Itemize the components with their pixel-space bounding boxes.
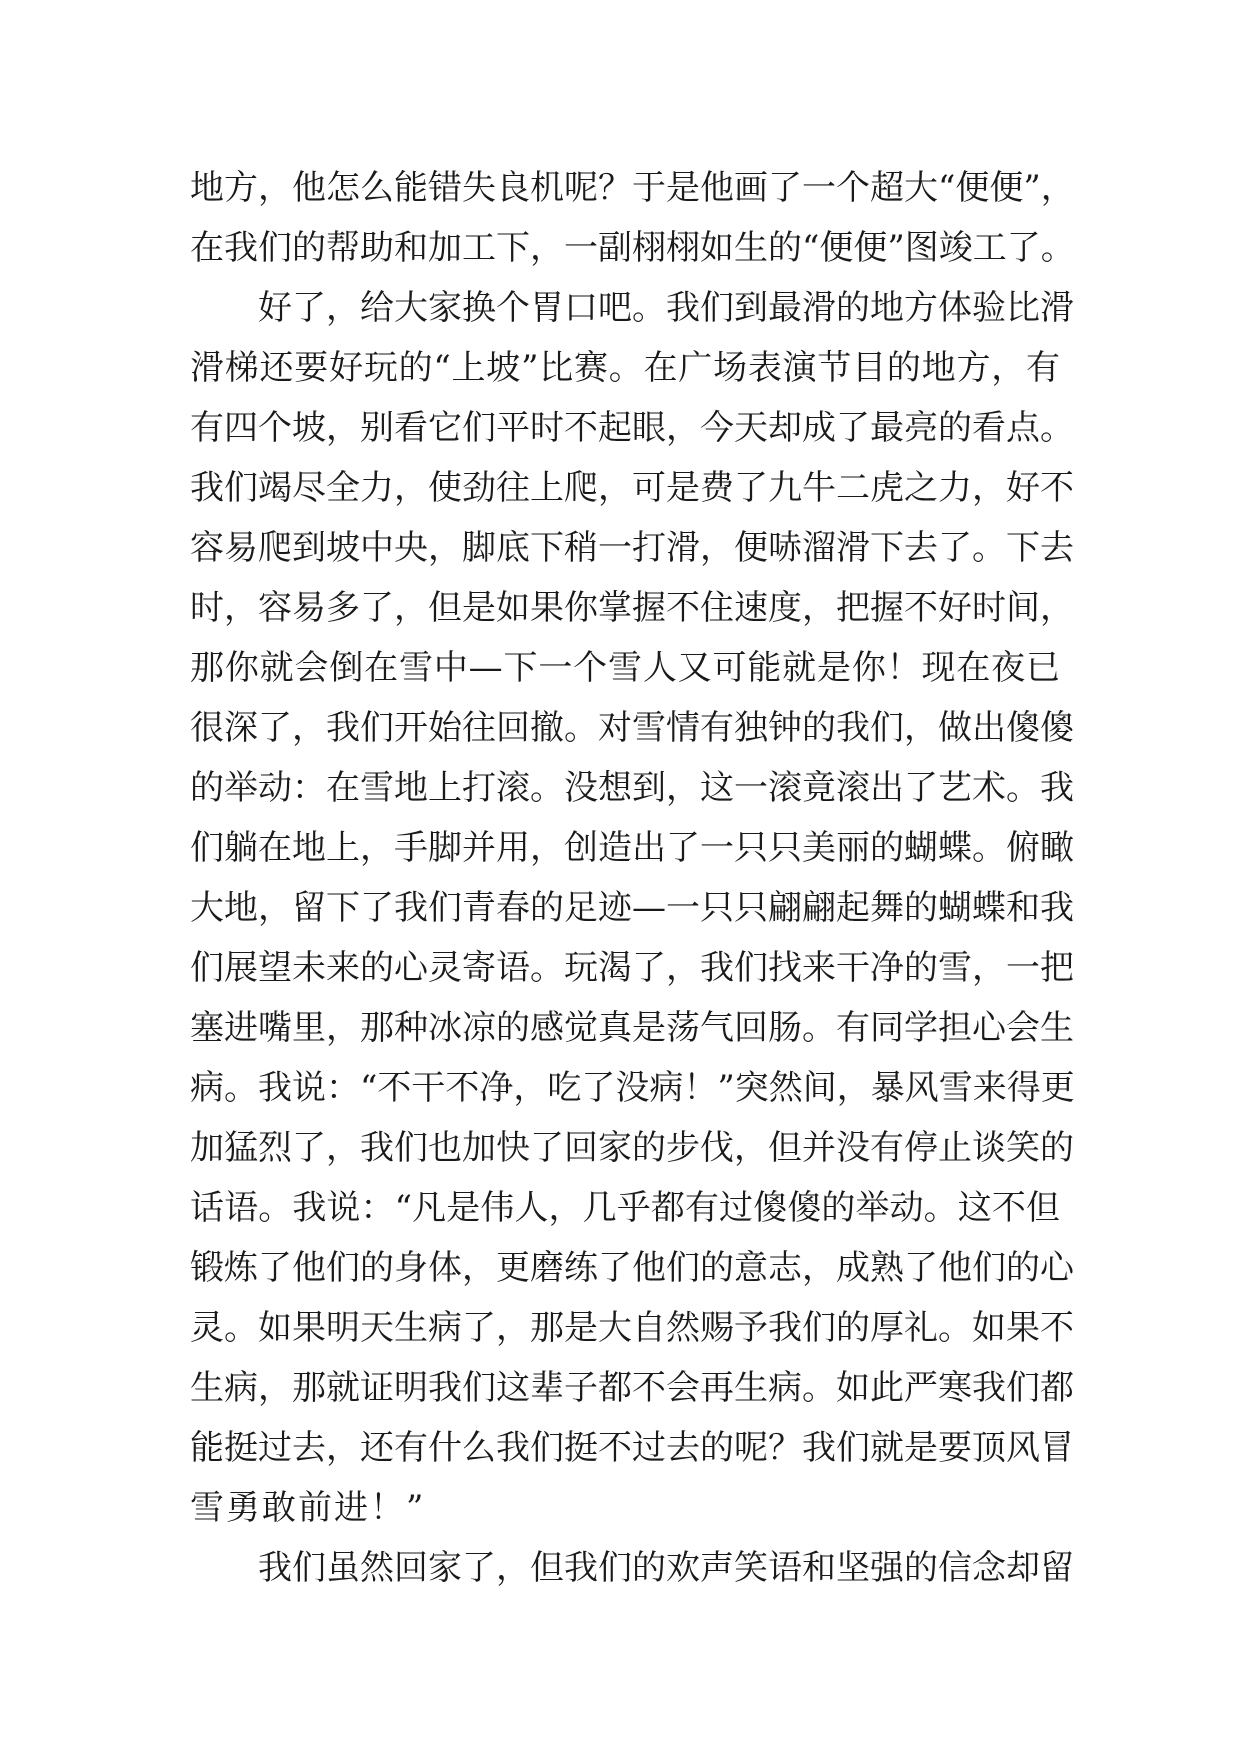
text-line: 我们竭尽全力，使劲往上爬，可是费了九牛二虎之力，好不 [190, 468, 1074, 508]
text-line: 地方，他怎么能错失良机呢？于是他画了一个超大“便便”， [190, 168, 1075, 208]
text-line: 能挺过去，还有什么我们挺不过去的呢？我们就是要顶风冒 [190, 1428, 1074, 1468]
text-line: 锻炼了他们的身体，更磨练了他们的意志，成熟了他们的心 [190, 1248, 1074, 1288]
text-line: 时，容易多了，但是如果你掌握不住速度，把握不好时间， [190, 588, 1074, 628]
text-line: 很深了，我们开始往回撤。对雪情有独钟的我们，做出傻傻 [190, 708, 1074, 748]
text-line: 那你就会倒在雪中—下一个雪人又可能就是你！现在夜已 [190, 648, 1060, 688]
paragraph-start-line: 好了，给大家换个胃口吧。我们到最滑的地方体验比滑 [258, 288, 1074, 328]
text-line: 们展望未来的心灵寄语。玩渴了，我们找来干净的雪，一把 [190, 948, 1074, 988]
text-line: 病。我说：“不干不净，吃了没病！”突然间，暴风雪来得更 [190, 1068, 1075, 1108]
text-line: 们躺在地上，手脚并用，创造出了一只只美丽的蝴蝶。俯瞰 [190, 828, 1074, 868]
paragraph-end-line: 雪勇敢前进！” [190, 1488, 426, 1528]
text-line: 的举动：在雪地上打滚。没想到，这一滚竟滚出了艺术。我 [190, 768, 1074, 808]
text-line: 话语。我说：“凡是伟人，几乎都有过傻傻的举动。这不但 [190, 1188, 1060, 1228]
body-text [190, 158, 1075, 1598]
paragraph-start-line: 我们虽然回家了，但我们的欢声笑语和坚强的信念却留 [258, 1548, 1074, 1588]
text-line: 有四个坡，别看它们平时不起眼，今天却成了最亮的看点。 [190, 408, 1074, 448]
text-line: 生病，那就证明我们这辈子都不会再生病。如此严寒我们都 [190, 1368, 1074, 1408]
text-line: 加猛烈了，我们也加快了回家的步伐，但并没有停止谈笑的 [190, 1128, 1074, 1168]
text-line: 在我们的帮助和加工下，一副栩栩如生的“便便”图竣工了。 [190, 228, 1075, 268]
text-line: 滑梯还要好玩的“上坡”比赛。在广场表演节目的地方，有 [190, 348, 1060, 388]
text-line: 塞进嘴里，那种冰凉的感觉真是荡气回肠。有同学担心会生 [190, 1008, 1074, 1048]
text-line: 大地，留下了我们青春的足迹—一只只翩翩起舞的蝴蝶和我 [190, 888, 1074, 928]
text-line: 灵。如果明天生病了，那是大自然赐予我们的厚礼。如果不 [190, 1308, 1074, 1348]
text-line: 容易爬到坡中央，脚底下稍一打滑，便哧溜滑下去了。下去 [190, 528, 1074, 568]
